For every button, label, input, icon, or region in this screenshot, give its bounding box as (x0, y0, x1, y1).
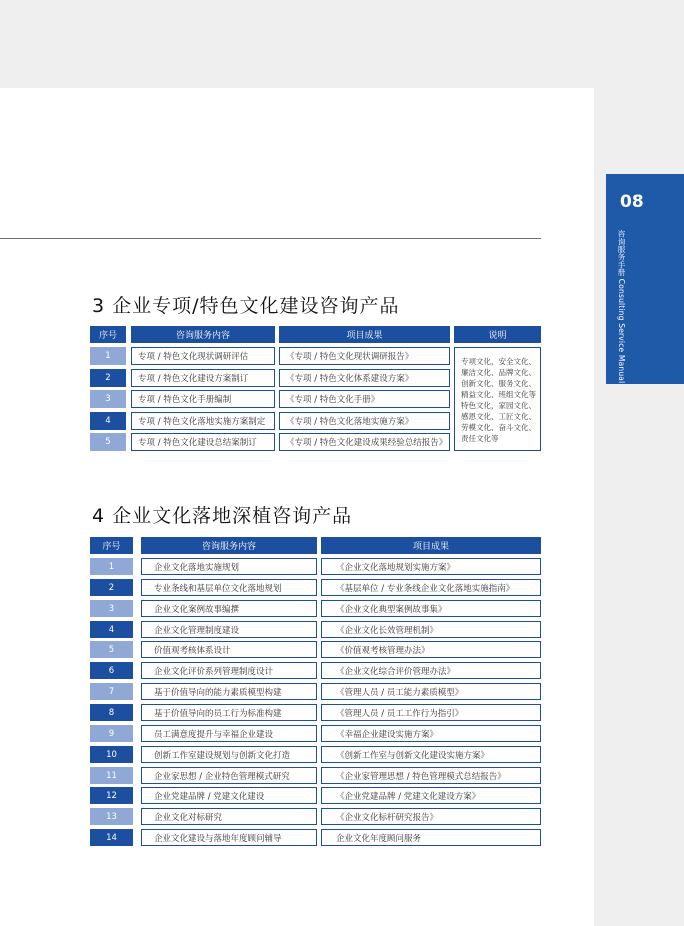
note-line: 感恩文化、工匠文化、 (461, 412, 536, 421)
project-result: 《企业文化长效管理机制》 (321, 621, 541, 638)
project-result: 《企业文化落地规划实施方案》 (321, 558, 541, 575)
project-result: 《管理人员 / 员工能力素质模型》 (321, 683, 541, 700)
service-content: 企业文化案例故事编撰 (141, 600, 317, 617)
row-number: 4 (90, 412, 126, 430)
section-4-heading: 4 企业文化落地深植咨询产品 (92, 505, 353, 527)
row-number: 5 (90, 433, 126, 451)
header-content: 咨询服务内容 (141, 537, 317, 554)
service-content: 专项 / 特色文化手册编制 (131, 390, 275, 408)
note-box (454, 347, 541, 451)
project-result: 《企业文化标杆研究报告》 (321, 808, 541, 825)
service-content: 价值观考核体系设计 (141, 641, 317, 658)
row-number: 2 (90, 579, 133, 596)
header-note: 说明 (454, 326, 541, 343)
row-number: 9 (90, 725, 133, 742)
row-number: 7 (90, 683, 133, 700)
project-result: 《管理人员 / 员工工作行为指引》 (321, 704, 541, 721)
service-content: 企业文化评价系列管理制度设计 (141, 662, 317, 679)
row-number: 5 (90, 641, 133, 658)
project-result: 《专项 / 特色文化手册》 (279, 390, 450, 408)
note-line: 创新文化、服务文化、 (461, 379, 536, 388)
project-result: 《专项 / 特色文化落地实施方案》 (279, 412, 450, 430)
project-result: 《企业文化综合评价管理办法》 (321, 662, 541, 679)
note-line: 责任文化等 (461, 434, 499, 443)
row-number: 13 (90, 808, 133, 825)
project-result: 《创新工作室与创新文化建设实施方案》 (321, 746, 541, 763)
row-number: 4 (90, 621, 133, 638)
row-number: 14 (90, 829, 133, 846)
service-content: 企业家思想 / 企业特色管理模式研究 (141, 767, 317, 784)
service-content: 企业文化建设与落地年度顾问辅导 (141, 829, 317, 846)
service-content: 专项 / 特色文化建设方案制订 (131, 369, 275, 387)
row-number: 8 (90, 704, 133, 721)
row-number: 3 (90, 390, 126, 408)
chapter-vertical-title: 咨询服务手册 Consulting Service Manual (617, 230, 626, 384)
service-content: 员工满意度提升与幸福企业建设 (141, 725, 317, 742)
service-content: 专业条线和基层单位文化落地规划 (141, 579, 317, 596)
header-seq: 序号 (90, 326, 126, 343)
service-content: 企业文化管理制度建设 (141, 621, 317, 638)
service-content: 基于价值导向的能力素质模型构建 (141, 683, 317, 700)
project-result: 《企业党建品牌 / 党建文化建设方案》 (321, 787, 541, 804)
header-seq: 序号 (90, 537, 133, 554)
project-result: 《幸福企业建设实施方案》 (321, 725, 541, 742)
note-line: 专项文化，安全文化、 (461, 357, 536, 366)
note-line: 精益文化、班组文化等 (461, 390, 536, 399)
project-result: 《专项 / 特色文化现状调研报告》 (279, 347, 450, 365)
chapter-number: 08 (620, 192, 644, 212)
project-result: 《基层单位 / 专业条线企业文化落地实施指南》 (321, 579, 541, 596)
section-3-heading: 3 企业专项/特色文化建设咨询产品 (92, 295, 400, 317)
row-number: 2 (90, 369, 126, 387)
project-result: 《专项 / 特色文化体系建设方案》 (279, 369, 450, 387)
service-content: 专项 / 特色文化现状调研评估 (131, 347, 275, 365)
note-line: 特色文化，家园文化、 (461, 401, 536, 410)
service-content: 企业文化落地实施规划 (141, 558, 317, 575)
note-line: 劳模文化、奋斗文化、 (461, 423, 536, 432)
project-result: 《企业文化典型案例故事集》 (321, 600, 541, 617)
row-number: 12 (90, 787, 133, 804)
row-number: 1 (90, 558, 133, 575)
chapter-tab (606, 174, 684, 384)
row-number: 11 (90, 767, 133, 784)
project-result: 《企业家管理思想 / 特色管理模式总结报告》 (321, 767, 541, 784)
service-content: 基于价值导向的员工行为标准构建 (141, 704, 317, 721)
project-result: 企业文化年度顾问服务 (321, 829, 541, 846)
header-content: 咨询服务内容 (131, 326, 275, 343)
project-result: 《价值观考核管理办法》 (321, 641, 541, 658)
row-number: 3 (90, 600, 133, 617)
row-number: 10 (90, 746, 133, 763)
note-line: 廉洁文化、品牌文化、 (461, 368, 536, 377)
project-result: 《专项 / 特色文化建设成果经验总结报告》 (279, 433, 450, 451)
header-result: 项目成果 (321, 537, 541, 554)
service-content: 企业文化对标研究 (141, 808, 317, 825)
row-number: 1 (90, 347, 126, 365)
top-band (0, 0, 684, 88)
service-content: 企业党建品牌 / 党建文化建设 (141, 787, 317, 804)
service-content: 专项 / 特色文化落地实施方案制定 (131, 412, 275, 430)
header-rule (0, 238, 541, 239)
service-content: 专项 / 特色文化建设总结案制订 (131, 433, 275, 451)
row-number: 6 (90, 662, 133, 679)
service-content: 创新工作室建设规划与创新文化打造 (141, 746, 317, 763)
header-result: 项目成果 (279, 326, 450, 343)
